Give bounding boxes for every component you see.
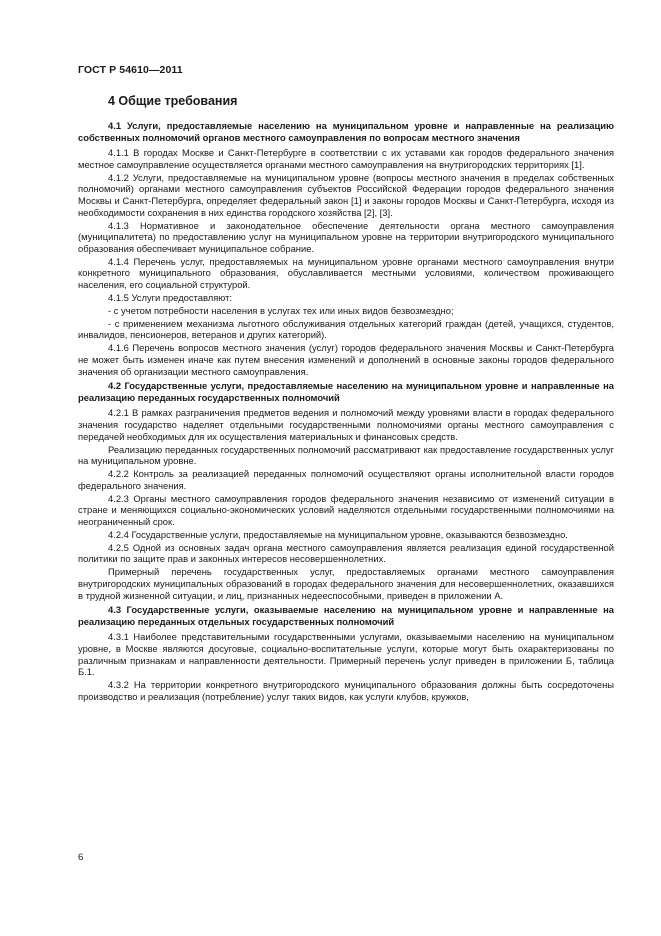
section-title: 4 Общие требования xyxy=(108,94,238,108)
paragraph: 4.2.5 Одной из основных задач органа местного самоуправления является реализация единой государственной политики по защите прав и законных интересов несовершеннолетних. xyxy=(78,541,614,565)
paragraph: 4.1.1 В городах Москве и Санкт-Петербурге в соответствии с их уставами как городов федерального значения местное самоуправление осуществляется органами местного самоуправления на внутригородских территориях [1]. xyxy=(78,147,614,170)
paragraph: 4.1.4 Перечень услуг, предоставляемых на муниципальном уровне органами местного самоуправления внутри конкретного муниципального образования, обуславливается местными условиями, количеством проживающего населения, его социальной структурой. xyxy=(78,255,614,290)
paragraph: 4.1.6 Перечень вопросов местного значения (услуг) городов федерального значения Москвы и Санкт-Петербурга не может быть изменен иначе как путем внесения изменений и дополнений в основные законы городов федерального значения об организации местного самоуправления. xyxy=(78,342,614,377)
paragraph: 4.1.5 Услуги предоставляют: xyxy=(108,291,232,303)
paragraph: - с применением механизма льготного обслуживания отдельных категорий граждан (детей, учащихся, студентов, инвалидов, пенсионеров, ветеранов и других категорий). xyxy=(78,317,614,341)
paragraph: 4.3.1 Наиболее представительными государственными услугами, оказываемыми населению на муниципальном уровне, в Москве являются досуговые, социально-воспитательные услуги, которые могут быть охарактеризованы по различным признакам и направленности деятельности. Примерный перечень услуг приведен в приложении Б, таблица Б.1. xyxy=(78,631,614,678)
subsection-heading: 4.1 Услуги, предоставляемые населению на муниципальном уровне и направленные на реализацию собственных полномочий органов местного самоуправления по вопросам местного значения xyxy=(78,120,614,143)
paragraph: Примерный перечень государственных услуг, предоставляемых органами местного самоуправления внутригородских муниципальных образований в городах федерального значения для несовершеннолетних, оказавшихся в трудной жизненной ситуации, и лиц, признанных недееспособными, приведен в приложении А. xyxy=(78,566,614,601)
paragraph: Реализацию переданных государственных полномочий рассматривают как предоставление государственных услуг на муниципальном уровне. xyxy=(78,443,614,467)
paragraph: 4.1.2 Услуги, предоставляемые на муниципальном уровне (вопросы местного значения в пределах собственных полномочий) органами местного самоуправления субъектов Российской Федерации городов федерального значения Москвы и Санкт-Петербурга, определяет федеральный закон [1] и законы городов Москвы и Санкт-Петербурга, исходя из необходимости сохранения в них единства городского хозяйства [2], [3]. xyxy=(78,171,614,218)
paragraph: 4.3.2 На территории конкретного внутригородского муниципального образования должны быть сосредоточены производство и реализация (потребление) услуг таких видов, как услуги клубов, кружков, xyxy=(78,679,614,702)
paragraph: 4.1.3 Нормативное и законодательное обеспечение деятельности органа местного самоуправления (муниципалитета) по предоставлению услуг на муниципальном уровне на территории внутригородского муниципального образования обеспечивает муниципальное собрание. xyxy=(78,219,614,254)
subsection-heading: 4.2 Государственные услуги, предоставляемые населению на муниципальном уровне и направленные на реализацию переданных государственных полномочий xyxy=(78,380,614,403)
document-header: ГОСТ Р 54610—2011 xyxy=(78,64,183,76)
page-number: 6 xyxy=(78,852,84,863)
paragraph: 4.2.3 Органы местного самоуправления городов федерального значения независимо от изменений ситуации в стране и меняющихся социально-экономических условий наделяются отдельными государственными полномочиями на неограниченный срок. xyxy=(78,492,614,527)
paragraph: 4.2.1 В рамках разграничения предметов ведения и полномочий между уровнями власти в городах федерального значения государство наделяет отдельными государственными полномочиями органы местного самоуправления с передачей необходимых для их осуществления материальных и финансовых средств. xyxy=(78,407,614,442)
paragraph: 4.2.2 Контроль за реализацией переданных полномочий осуществляют органы исполнительной власти городов федерального значения. xyxy=(78,468,614,491)
subsection-heading: 4.3 Государственные услуги, оказываемые населению на муниципальном уровне и направленные на реализацию переданных отдельных государственных полномочий xyxy=(78,604,614,627)
paragraph: 4.2.4 Государственные услуги, предоставляемые на муниципальном уровне, оказываются безвозмездно. xyxy=(108,528,568,540)
document-body xyxy=(78,92,614,704)
paragraph: - с учетом потребности населения в услугах тех или иных видов безвозмездно; xyxy=(108,304,454,316)
